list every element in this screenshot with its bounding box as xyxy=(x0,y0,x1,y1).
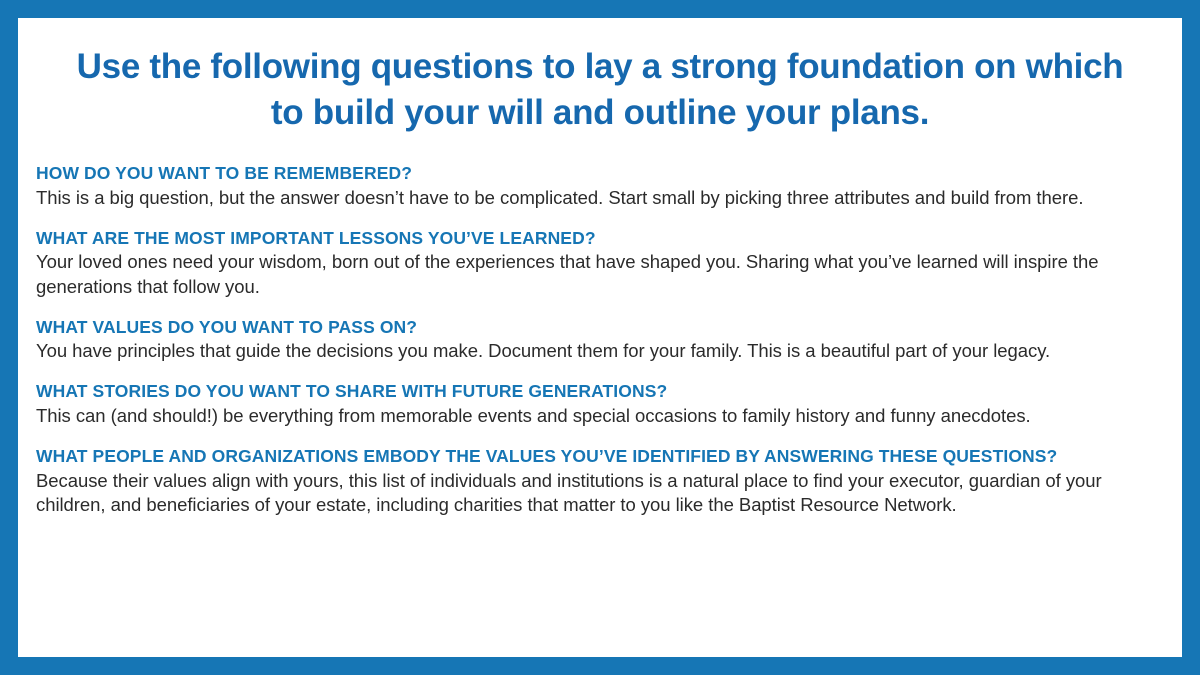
question-item xyxy=(36,227,1164,299)
question-list xyxy=(36,162,1164,517)
slide-canvas xyxy=(18,18,1182,657)
question-body: Your loved ones need your wisdom, born out of the experiences that have shaped you. Sharing what you’ve learned will inspire the generations that follow you. xyxy=(36,251,1099,297)
question-item xyxy=(36,162,1164,210)
question-body: This is a big question, but the answer doesn’t have to be complicated. Start small by picking three attributes and build from there. xyxy=(36,186,1084,208)
question-heading: WHAT VALUES DO YOU WANT TO PASS ON? xyxy=(36,316,418,337)
question-heading: WHAT ARE THE MOST IMPORTANT LESSONS YOU’VE LEARNED? xyxy=(36,228,596,248)
question-item xyxy=(36,445,1164,517)
slide-content xyxy=(36,30,1164,645)
question-heading: HOW DO YOU WANT TO BE REMEMBERED? xyxy=(36,163,412,184)
question-body: You have principles that guide the decisions you make. Document them for your family. This is a beautiful part of your legacy. xyxy=(36,340,1051,362)
question-heading: WHAT PEOPLE AND ORGANIZATIONS EMBODY THE VALUES YOU’VE IDENTIFIED BY ANSWERING THESE QUESTIONS? xyxy=(36,446,1058,467)
question-item xyxy=(36,380,1164,428)
page-title: Use the following questions to lay a strong foundation on which to build your will and outline your plans. xyxy=(76,47,1124,133)
question-body: This can (and should!) be everything from memorable events and special occasions to family history and funny anecdotes. xyxy=(36,404,1031,426)
question-body: Because their values align with yours, this list of individuals and institutions is a natural place to find your executor, guardian of your children, and beneficiaries of your estate, including charities that matter to you like the Baptist Resource Network. xyxy=(36,469,1102,515)
question-heading: WHAT STORIES DO YOU WANT TO SHARE WITH FUTURE GENERATIONS? xyxy=(36,381,668,402)
question-item xyxy=(36,316,1164,364)
